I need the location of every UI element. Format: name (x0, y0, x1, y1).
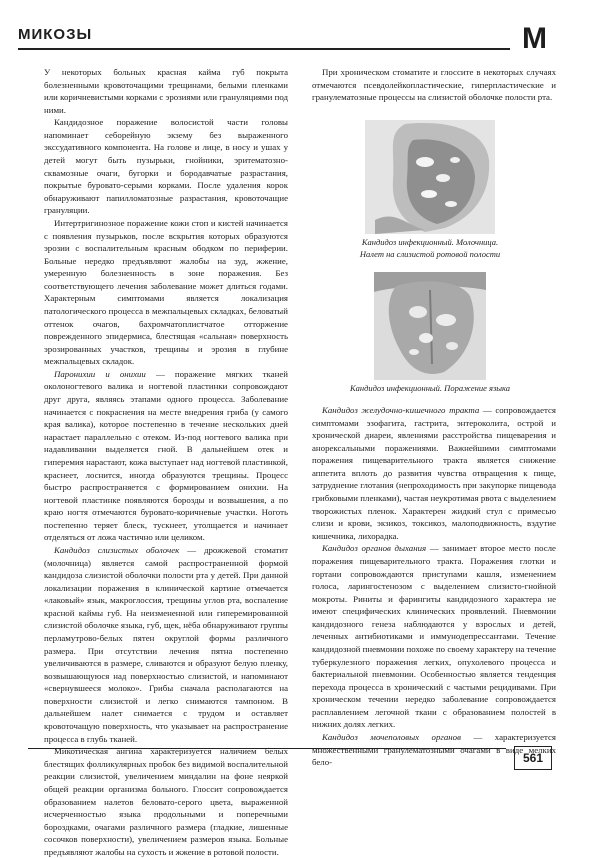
paragraph (44, 544, 288, 745)
page-number: 561 (514, 746, 552, 770)
section-letter: М (522, 22, 547, 55)
left-column (44, 66, 288, 858)
figure-caption (330, 236, 530, 260)
paragraph (312, 542, 556, 731)
paragraph-text: — сопровождается симптомами эзофагита, гастрита, энтероколита, острой и хронической диареи, явлениями расстройства пищеварения и анорексальными поражениями. Важнейшими симптомами поражения пищеварительного тракта является снижение аппетита вплоть до развития чувства отвращения к пище, затруднение глотания (непроходимость при закупорке пищевода грибковыми пленками), частая неукротимая рвота с выделением творожистых пленок. Характерен жидкий стул с примесью слизи и крови, экзикоз, токсикоз, малоподвижность, вздутие кишечника, лихорадка. (312, 405, 556, 541)
paragraph-text: — характеризуется множественными гранулематозными очагами в виде мелких бело- (312, 732, 556, 768)
paragraph: У некоторых больных красная кайма губ покрыта болезненными кровоточащими трещинами, белыми пленками или коричневистыми корками с эрозиями или грануляциями под ними. (44, 67, 288, 115)
page-header-title: МИКОЗЫ (18, 26, 93, 43)
figure-tongue (374, 272, 486, 380)
term: Кандидоз желудочно-кишечного тракта (322, 405, 480, 415)
footer-rule (28, 748, 506, 749)
oral-thrush-illustration (365, 120, 495, 234)
paragraph (312, 404, 556, 542)
tongue-illustration (374, 272, 486, 380)
term: Кандидоз слизистых оболочек (54, 544, 180, 555)
figure-caption: Кандидоз инфекционный. Поражение языка (349, 383, 511, 393)
term: Кандидоз органов дыхания (322, 543, 427, 554)
paragraph-text: — поражение мягких тканей околоногтевого валика и ногтевой пластинки сопровождают друг друга, являясь этапами одного процесса. Заболевание начинается с покраснения на месте внедрения гриба (у самого края валика), которое постепенно в течение нескольких дней нарастает параллельно с отеком. Из-под ногтевого валика при надавливании выделяется гной. В дальнейшем отек и гиперемия нарастают, кожа выступает над ногтевой пластинкой, краснеет, лоснится, иногда образуются трещины. Процесс быстро распространяется с формированием онихии. На ногтевой пластинке появляются борозды и возвышения, а по краю ногтя отмечаются буровато-коричневые участки. Ноготь постепенно теряет блеск, тускнеет, утолщается и начинает отделяться от ложа частично или целиком. (44, 368, 288, 543)
right-column-top (312, 66, 556, 104)
paragraph: Кандидозное поражение волосистой части головы напоминает себорейную экзему без выраженного экссудативного компонента. На голове и лице, в носу и ушах у детей могут быть пузырьки, гнойники, эритематозно-сквамозные очаги, бугорки и бородавчатые разрастания, покрытые буровато-серыми корками. После удаления корок обнаруживают папилломатозные разрастания, кровоточащие грануляции. (44, 117, 288, 216)
figure-oral-thrush (365, 120, 495, 234)
term: Кандидоз мочеполовых органов (322, 732, 461, 743)
right-column-bottom (312, 404, 556, 769)
paragraph-text: — занимает второе место после поражения пищеварительного тракта. Поражения глотки и гортани сопровождаются приступами кашля, изменением голоса, ларингостенозом с выделением слизисто-гнойной мокроты. Риниты и фарингиты кандидозного характера не имеют специфических клинических проявлений. Пневмонии кандидозного генеза наблюдаются у взрослых и детей, леченных антибиотиками и иммунодепрессантами. Течение кандидозной пневмонии похоже по своему характеру на течение туберкулезного поражения легких, опухолевого процесса и бактериальной пневмонии. Особенностью является тенденция перехода процесса в хронический с частыми рецидивами. При хроническом течении нередко заболевание сопровождается расплавлением легочной ткани с образованием полостей в нижних долях легких. (312, 543, 556, 730)
paragraph-text: — дрожжевой стоматит (молочница) является самой распространенной формой кандидоза слизистой оболочки полости рта у детей. При данной локализации поражения в клинической картине отмечается «лаковый» язык, макроглоссия, трещины углов рта, воспаление красной каймы губ. На неизмененной или гиперемированной слизистой оболочке языка, губ, щек, нёба обнаруживают группы перламутрово-белых пятен округлой формы различного размера. При отсутствии лечения пятна постепенно увеличиваются в размере, сливаются и образуют белую пленку, возвышающуюся над поверхностью слизистой, и напоминают «свернувшееся молоко». Грибы сначала располагаются на поверхности слизистой и легко снимаются тампоном. В дальнейшем налет снимается с трудом и оставляет кровоточащую поверхность, что указывает на распространение процесса в глубь тканей. (44, 544, 288, 744)
caption-line: Кандидоз инфекционный. Молочница. (361, 237, 499, 247)
paragraph: Микотическая ангина характеризуется наличием белых блестящих фолликулярных пробок без видимой воспалительной реакции слизистой, увеличением миндалин на фоне неяркой общей реакции организма больного. Глоссит сопровождается образованием налетов беловато-серого цвета, выраженной исчерченностью языка продольными и поперечными бороздками, очагами различного размера (гладкие, лишенные сосочков поверхности), увеличением размеров языка. Больные предъявляют жалобы на сухость и жжение в ротовой полости. (44, 746, 288, 857)
header-rule (18, 48, 510, 50)
paragraph: При хроническом стоматите и глоссите в некоторых случаях отмечаются псевдолейкопластические, гиперпластические и гранулематозные процессы на слизистой оболочке полости рта. (312, 67, 556, 103)
paragraph: Интертригинозное поражение кожи стоп и кистей начинается с появления пузырьков, после вскрытия которых образуются эрозии с воспалительным красным ободком по периферии. Больные нередко предъявляют жалобы на зуд, жжение, умеренную болезненность в зоне поражения. Без соответствующего лечения заболевание может длиться годами. Характерным симптомами является локализация патологического процесса в межпальцевых складках, беловатый оттенок очагов, бахромчатоплистчатое отторжение поврежденного эпидермиса, блестящая «сальная» поверхность эрозированных участков, трещины и эрозия в глубине межпальцевых складок. (44, 217, 288, 367)
caption-line: Налет на слизистой ротовой полости (359, 249, 501, 259)
term: Паронихии и онихии (54, 368, 146, 379)
paragraph (44, 368, 288, 544)
